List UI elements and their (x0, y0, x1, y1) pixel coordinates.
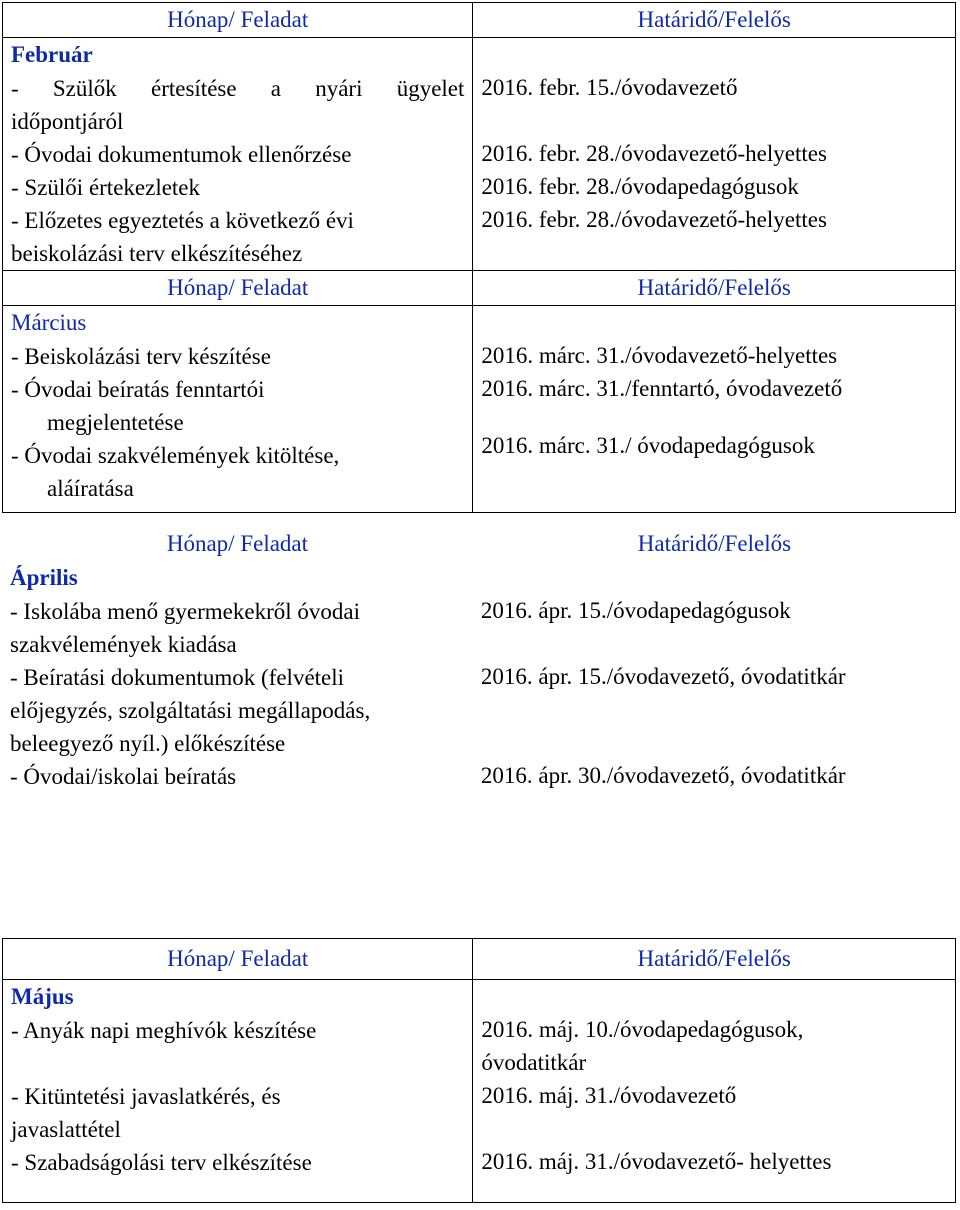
februar-tasks-cell (3, 38, 473, 271)
task-line: - Beíratási dokumentumok (felvételi (10, 665, 345, 690)
februar-deadlines-cell (473, 38, 956, 271)
header-deadline: Határidő/Felelős (473, 939, 956, 980)
schedule-table-apr (2, 527, 956, 793)
task-line: - Óvodai beíratás fenntartói (11, 377, 265, 402)
header-month-task: Hónap/ Feladat (166, 531, 309, 556)
task-line: - Óvodai dokumentumok ellenőrzése (11, 142, 352, 167)
deadline-line: 2016. febr. 28./óvodavezető-helyettes (481, 207, 827, 232)
task-line: beleegyező nyíl.) előkészítése (10, 731, 286, 756)
aprilis-tasks-cell (2, 561, 473, 793)
task-line: - Iskolába menő gyermekekről óvodai (10, 599, 360, 624)
schedule-table-may (2, 938, 956, 1203)
task-line: - Előzetes egyeztetés a következő évi (11, 208, 354, 233)
task-line: - Óvodai/iskolai beíratás (10, 764, 237, 789)
marcius-tasks-cell (3, 306, 473, 513)
deadline-line: 2016. ápr. 15./óvodavezető, óvodatitkár (480, 664, 846, 689)
deadline-line: 2016. márc. 31./ óvodapedagógusok (481, 433, 815, 458)
deadline-line: 2016. máj. 10./óvodapedagógusok, (481, 1017, 804, 1042)
month-marcius: Március (11, 310, 87, 335)
task-line: beiskolázási terv elkészítéséhez (11, 241, 303, 266)
deadline-line: 2016. máj. 31./óvodavezető (481, 1083, 737, 1108)
task-line: javaslattétel (11, 1117, 121, 1142)
header-deadline: Határidő/Felelős (637, 531, 792, 556)
deadline-line: óvodatitkár (481, 1050, 587, 1075)
header-month-task: Hónap/ Feladat (3, 939, 473, 980)
deadline-line: 2016. febr. 15./óvodavezető (481, 75, 738, 100)
majus-tasks-cell (3, 980, 473, 1203)
majus-deadlines-cell (473, 980, 956, 1203)
deadline-line: 2016. ápr. 15./óvodapedagógusok (480, 598, 791, 623)
task-line: - Kitüntetési javaslatkérés, és (11, 1084, 281, 1109)
task-line: - Óvodai szakvélemények kitöltése, (11, 443, 340, 468)
header-month-task: Hónap/ Feladat (3, 271, 473, 306)
task-line: szakvélemények kiadása (10, 632, 237, 657)
task-line: - Szabadságolási terv elkészítése (11, 1150, 312, 1175)
aprilis-deadlines-cell (473, 561, 956, 793)
deadline-line: 2016. febr. 28./óvodapedagógusok (481, 174, 799, 199)
task-line: - Szülők értesítése a nyári ügyelet (11, 76, 465, 101)
task-line: - Beiskolázási terv készítése (11, 344, 271, 369)
task-line: - Anyák napi meghívók készítése (11, 1018, 317, 1043)
header-deadline: Határidő/Felelős (473, 271, 956, 306)
header-deadline: Határidő/Felelős (473, 3, 956, 38)
schedule-table-feb-mar (2, 2, 956, 513)
task-line: időpontjáról (11, 109, 124, 134)
deadline-line: 2016. márc. 31./fenntartó, óvodavezető (481, 376, 843, 401)
month-aprilis: Április (10, 565, 78, 590)
month-februar: Február (11, 42, 93, 67)
deadline-line: 2016. ápr. 30./óvodavezető, óvodatitkár (480, 763, 846, 788)
month-majus: Május (11, 984, 74, 1009)
deadline-line: 2016. márc. 31./óvodavezető-helyettes (481, 343, 838, 368)
header-month-task: Hónap/ Feladat (3, 3, 473, 38)
task-line: előjegyzés, szolgáltatási megállapodás, (10, 698, 371, 723)
deadline-line: 2016. máj. 31./óvodavezető- helyettes (481, 1149, 832, 1174)
task-line: megjelentetése (47, 410, 184, 435)
task-line: - Szülői értekezletek (11, 175, 201, 200)
task-line: aláíratása (47, 476, 134, 501)
deadline-line: 2016. febr. 28./óvodavezető-helyettes (481, 141, 827, 166)
marcius-deadlines-cell (473, 306, 956, 513)
